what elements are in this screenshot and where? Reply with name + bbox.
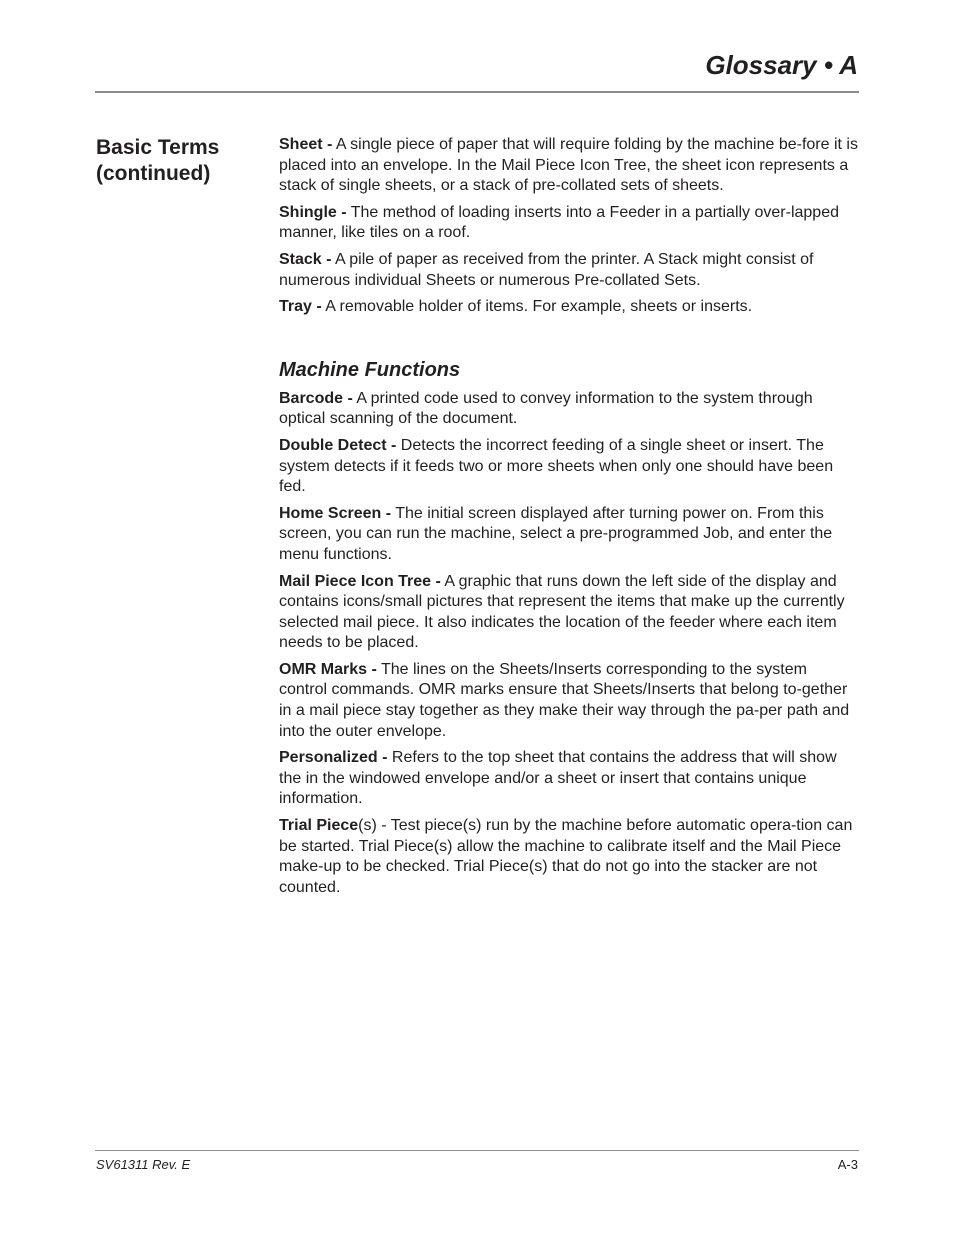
glossary-term: Shingle - xyxy=(279,203,347,221)
glossary-definition: The initial screen displayed after turning power on. From this screen, you can run the machine, select a pre-programmed Job, and enter the menu functions. xyxy=(279,504,833,563)
glossary-definition: The method of loading inserts into a Feeder in a partially over-lapped manner, like tiles on a roof. xyxy=(279,203,839,242)
glossary-entry-home-screen xyxy=(279,504,859,566)
glossary-definition: The lines on the Sheets/Inserts corresponding to the system control commands. OMR marks ensure that Sheets/Inserts that belong to-gether in a mail piece stay together as they make their way through the pa-per path and into the outer envelope. xyxy=(279,660,850,740)
glossary-definition: A removable holder of items. For example, sheets or inserts. xyxy=(321,298,753,316)
glossary-definition: A single piece of paper that will require folding by the machine be-fore it is placed into an envelope. In the Mail Piece Icon Tree, the sheet icon represents a stack of single sheets, or a stack of pre-collated sets of sheets. xyxy=(279,136,858,195)
glossary-term: OMR Marks - xyxy=(279,660,377,678)
glossary-entry-personalized xyxy=(279,748,859,810)
glossary-term: Stack - xyxy=(279,250,332,268)
glossary-term: Tray - xyxy=(279,298,322,316)
glossary-definition: A printed code used to convey information to the system through optical scanning of the document. xyxy=(279,389,813,428)
glossary-term: Double Detect - xyxy=(279,436,397,454)
glossary-definition: A pile of paper as received from the printer. A Stack might consist of numerous individual Sheets or numerous Pre-collated Sets. xyxy=(279,250,814,289)
glossary-term: Mail Piece Icon Tree - xyxy=(279,572,441,590)
glossary-entry-barcode xyxy=(279,389,859,430)
machine-functions-heading: Machine Functions xyxy=(279,358,461,381)
glossary-term: Barcode - xyxy=(279,389,353,407)
footer-divider xyxy=(95,1150,859,1151)
glossary-content xyxy=(279,135,859,904)
glossary-entry-double-detect xyxy=(279,436,859,498)
glossary-entry-tray xyxy=(279,297,859,318)
glossary-entry-omr-marks xyxy=(279,660,859,742)
section-heading-line-2: (continued) xyxy=(96,162,211,185)
glossary-entry-stack xyxy=(279,250,859,291)
glossary-definition: Refers to the top sheet that contains the address that will show the in the windowed envelope and/or a sheet or insert that contains unique information. xyxy=(279,749,837,808)
glossary-entry-trial-piece xyxy=(279,816,859,898)
glossary-term: Sheet - xyxy=(279,136,333,153)
glossary-term: Personalized - xyxy=(279,749,388,767)
glossary-entry-mail-piece-icon-tree xyxy=(279,572,859,654)
header-divider xyxy=(95,91,859,93)
glossary-term: Home Screen - xyxy=(279,504,392,522)
page-header-title: Glossary • A xyxy=(705,50,858,80)
section-heading xyxy=(96,135,266,187)
section-heading-line-1: Basic Terms xyxy=(96,136,220,159)
footer-page-number: A-3 xyxy=(837,1157,858,1172)
footer-document-id: SV61311 Rev. E xyxy=(96,1157,191,1172)
glossary-definition: (s) - Test piece(s) run by the machine before automatic opera-tion can be started. Trial Piece(s) allow the machine to calibrate itself and the Mail Piece make-up to be checked. Trial Piece(s) that do not go into the stacker are not counted. xyxy=(279,817,853,896)
glossary-definition: Detects the incorrect feeding of a single sheet or insert. The system detects if it feeds two or more sheets when only one should have been fed. xyxy=(279,436,834,496)
glossary-definition: A graphic that runs down the left side of the display and contains icons/small pictures that represent the items that make up the currently selected mail piece. It also indicates the location of the feeder where each item needs to be placed. xyxy=(279,572,845,652)
glossary-entry-sheet xyxy=(279,135,859,197)
glossary-term: Trial Piece xyxy=(279,817,359,835)
glossary-entry-shingle xyxy=(279,203,859,244)
